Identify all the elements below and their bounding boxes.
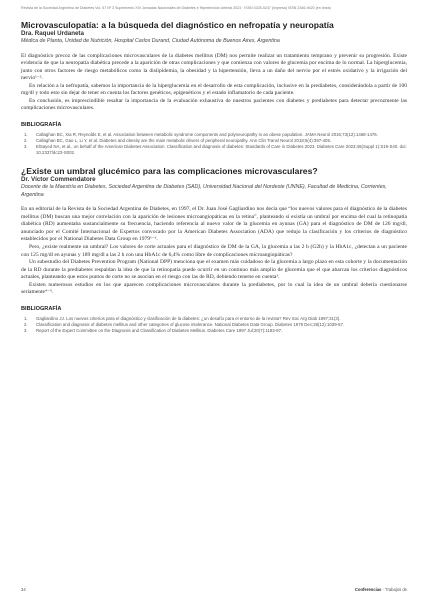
journal-name: Conferencias (354, 587, 382, 592)
reference-text: Callaghan BC, Gao L, Li Y, et al. Diabetes and obesity are the main metabolic drivers of peripheral neuropathy. Ann Clin Transl Neurol 2018;5(4):397-405. (36, 137, 332, 143)
reference-text: Callaghan BC, Xia R, Reynolds E, et al. Association between metabolic syndrome components and polyneuropathy in an obese population. JAMA Neurol 2016;73(12):1468-1476. (36, 131, 378, 137)
journal-suffix: · Trabajos de (381, 587, 407, 592)
reference-item (21, 144, 407, 156)
article-paragraph: Un subestudio del Diabetes Prevention Program (National DPP) menciona que el examen más cuidadoso de la glucemia a largo plazo en esta cohorte y la documentación de la RD durante la prediabetes respaldan la idea de que la retinopatía puede ocurrir en un continuo más amplio de glucemia que el que abarcan los criterios diagnósticos actuales, planteando que estos puntos de corte no se asocian en el riesgo con las de RD, debiendo tenerse en cuenta³. (21, 259, 407, 281)
article-paragraph: Existen numerosos estudios en los que aparecen complicaciones microvasculares durante la prediabetes, por lo cual la idea de un umbral debería cuestionarse seriamente⁴⁻⁵. (21, 281, 407, 296)
article-title: ¿Existe un umbral glucémico para las complicaciones microvasculares? (21, 166, 318, 177)
page-number: 34 (21, 587, 26, 592)
article-affiliation: Médica de Planta, Unidad de Nutrición, Hospital Carlos Durand, Ciudad Autónoma de Buenos Aires, Argentina (21, 38, 280, 44)
reference-text: ElSayed NA, et al., on behalf of the American Diabetes Association. Classification and diagnosis of diabetes: Standards of Care in Diabetes 2023. Diabetes Care 2023;46(Suppl 1):S19-S40. doi: 10.2337/dc23-S002. (36, 144, 407, 156)
document-page (21, 5, 407, 334)
reference-item (21, 328, 407, 334)
article-paragraph: En relación a la nefropatía, sabemos la importancia de la hiperglucemia en el desarrollo de esta complicación, inclusive en la prediabetes, considerándola a partir de 100 mg/dl y todo esto sin dejar de tener en cuenta los factores genéticos, epigenéticos y el estado inflamatorio de cada paciente. (21, 82, 407, 97)
article-2 (21, 166, 407, 334)
article-paragraph: Pero, ¿existe realmente un umbral? Los valores de corte actuales para el diagnóstico de DM de la GA, la glucemia a las 2 h (G2h) y la HbA1c, ¿detectan a un paciente con 125 mg/dl en ayunas y 189 mg/dl a las 2 h con una HbA1c de 6,4% como libre de complicaciones microangiopáticas? (21, 243, 407, 258)
article-paragraph: En un editorial de la Revista de la Sociedad Argentina de Diabetes, en 1997, el Dr. Juan José Gagliardino nos decía que “los nuevos valores para el diagnóstico de la diabetes mellitus (DM) buscan una mejor correlación con la aparición de lesiones microangiopáticas en la retina”, planteando si existía un umbral por encima del cual la retinopatía diabética (RD) aumentaba sustancialmente su frecuencia, haciendo referencia al nuevo valor de la glucemia en ayunas (GA) para el diagnóstico de DM de 126 mg/dl, anunciado por el Comité Internacional de Expertos convocado por la American Diabetes Association (ADA) que redujo la clasificación y los criterios de diagnóstico establecidos por el National Diabetes Data Group en 1979¹⁻². (21, 206, 407, 243)
page-footer (21, 587, 407, 594)
reference-text: Classification and diagnosis of diabetes mellitus and other categories of glucose intolerance. National Diabetes Data Group. Diabetes 1979 Dec;28(12):1039-57. (36, 321, 345, 327)
reference-number: 3. (24, 144, 28, 150)
bibliography-heading: BIBLIOGRAFÍA (21, 305, 62, 312)
article-1 (21, 20, 407, 156)
article-paragraph: El diagnóstico precoz de las complicaciones microvasculares de la diabetes mellitus (DM) nos permite realizar un tratamiento temprano y prevenir su progresión. Existe evidencia de que la neuropatía diabética precede a la aparición de otras complicaciones y que comienza con valores de glucemia por encima de lo normal. La hiperglucemia, junto con otros factores de riesgo metabólicos como la dislipidemia, la obesidad y la hipertensión, lleva a un daño del nervio por el estrés oxidativo y la irrigación del nervio¹⁻². (21, 52, 407, 82)
article-title: Microvasculopatía: a la búsqueda del diagnóstico en nefropatía y neuropatía (21, 20, 334, 30)
article-author: Dr. Víctor Commendatore (21, 176, 96, 184)
reference-number: 3. (24, 328, 28, 333)
reference-text: Report of the Expert Committee on the Diagnosis and Classification of Diabetes Mellitus. Diabetes Care 1997 Jul;20(7):1183-97. (36, 328, 283, 333)
reference-number: 1. (24, 315, 28, 321)
running-head: Revista de la Sociedad Argentina de Diabetes Vol. 57 Nº 3 Suplemento XIV Jornadas Nacionales de Diabetes e Hipertensión Arterial 2023 · ISSN 0325-5247 (impresa) ISSN 2346-9420 (en línea) (21, 6, 331, 10)
reference-number: 2. (24, 137, 28, 143)
article-author: Dra. Raquel Urdaneta (21, 30, 84, 37)
bibliography-heading: BIBLIOGRAFÍA (21, 121, 62, 128)
article-affiliation: Docente de la Maestría en Diabetes, Sociedad Argentina de Diabetes (SAD), Universidad Nacional del Nordeste (UNNE), Facultad de Medicina, Corrientes, Argentina (21, 184, 387, 198)
reference-number: 1. (24, 131, 28, 137)
reference-text: Gagliardino JJ. Los nuevos criterios para el diagnóstico y clasificación de la diabetes: ¿un desafío para el entorno de la revista? Rev Soc Arg Diab 1997;31(3). (36, 315, 341, 321)
reference-number: 2. (24, 321, 28, 327)
article-paragraph: En conclusión, es imprescindible resaltar la importancia de la evaluación exhaustiva de nuestros pacientes con diabetes y prediabetes para detectar precozmente las complicaciones microvasculares. (21, 97, 407, 112)
journal-footer (355, 587, 407, 592)
